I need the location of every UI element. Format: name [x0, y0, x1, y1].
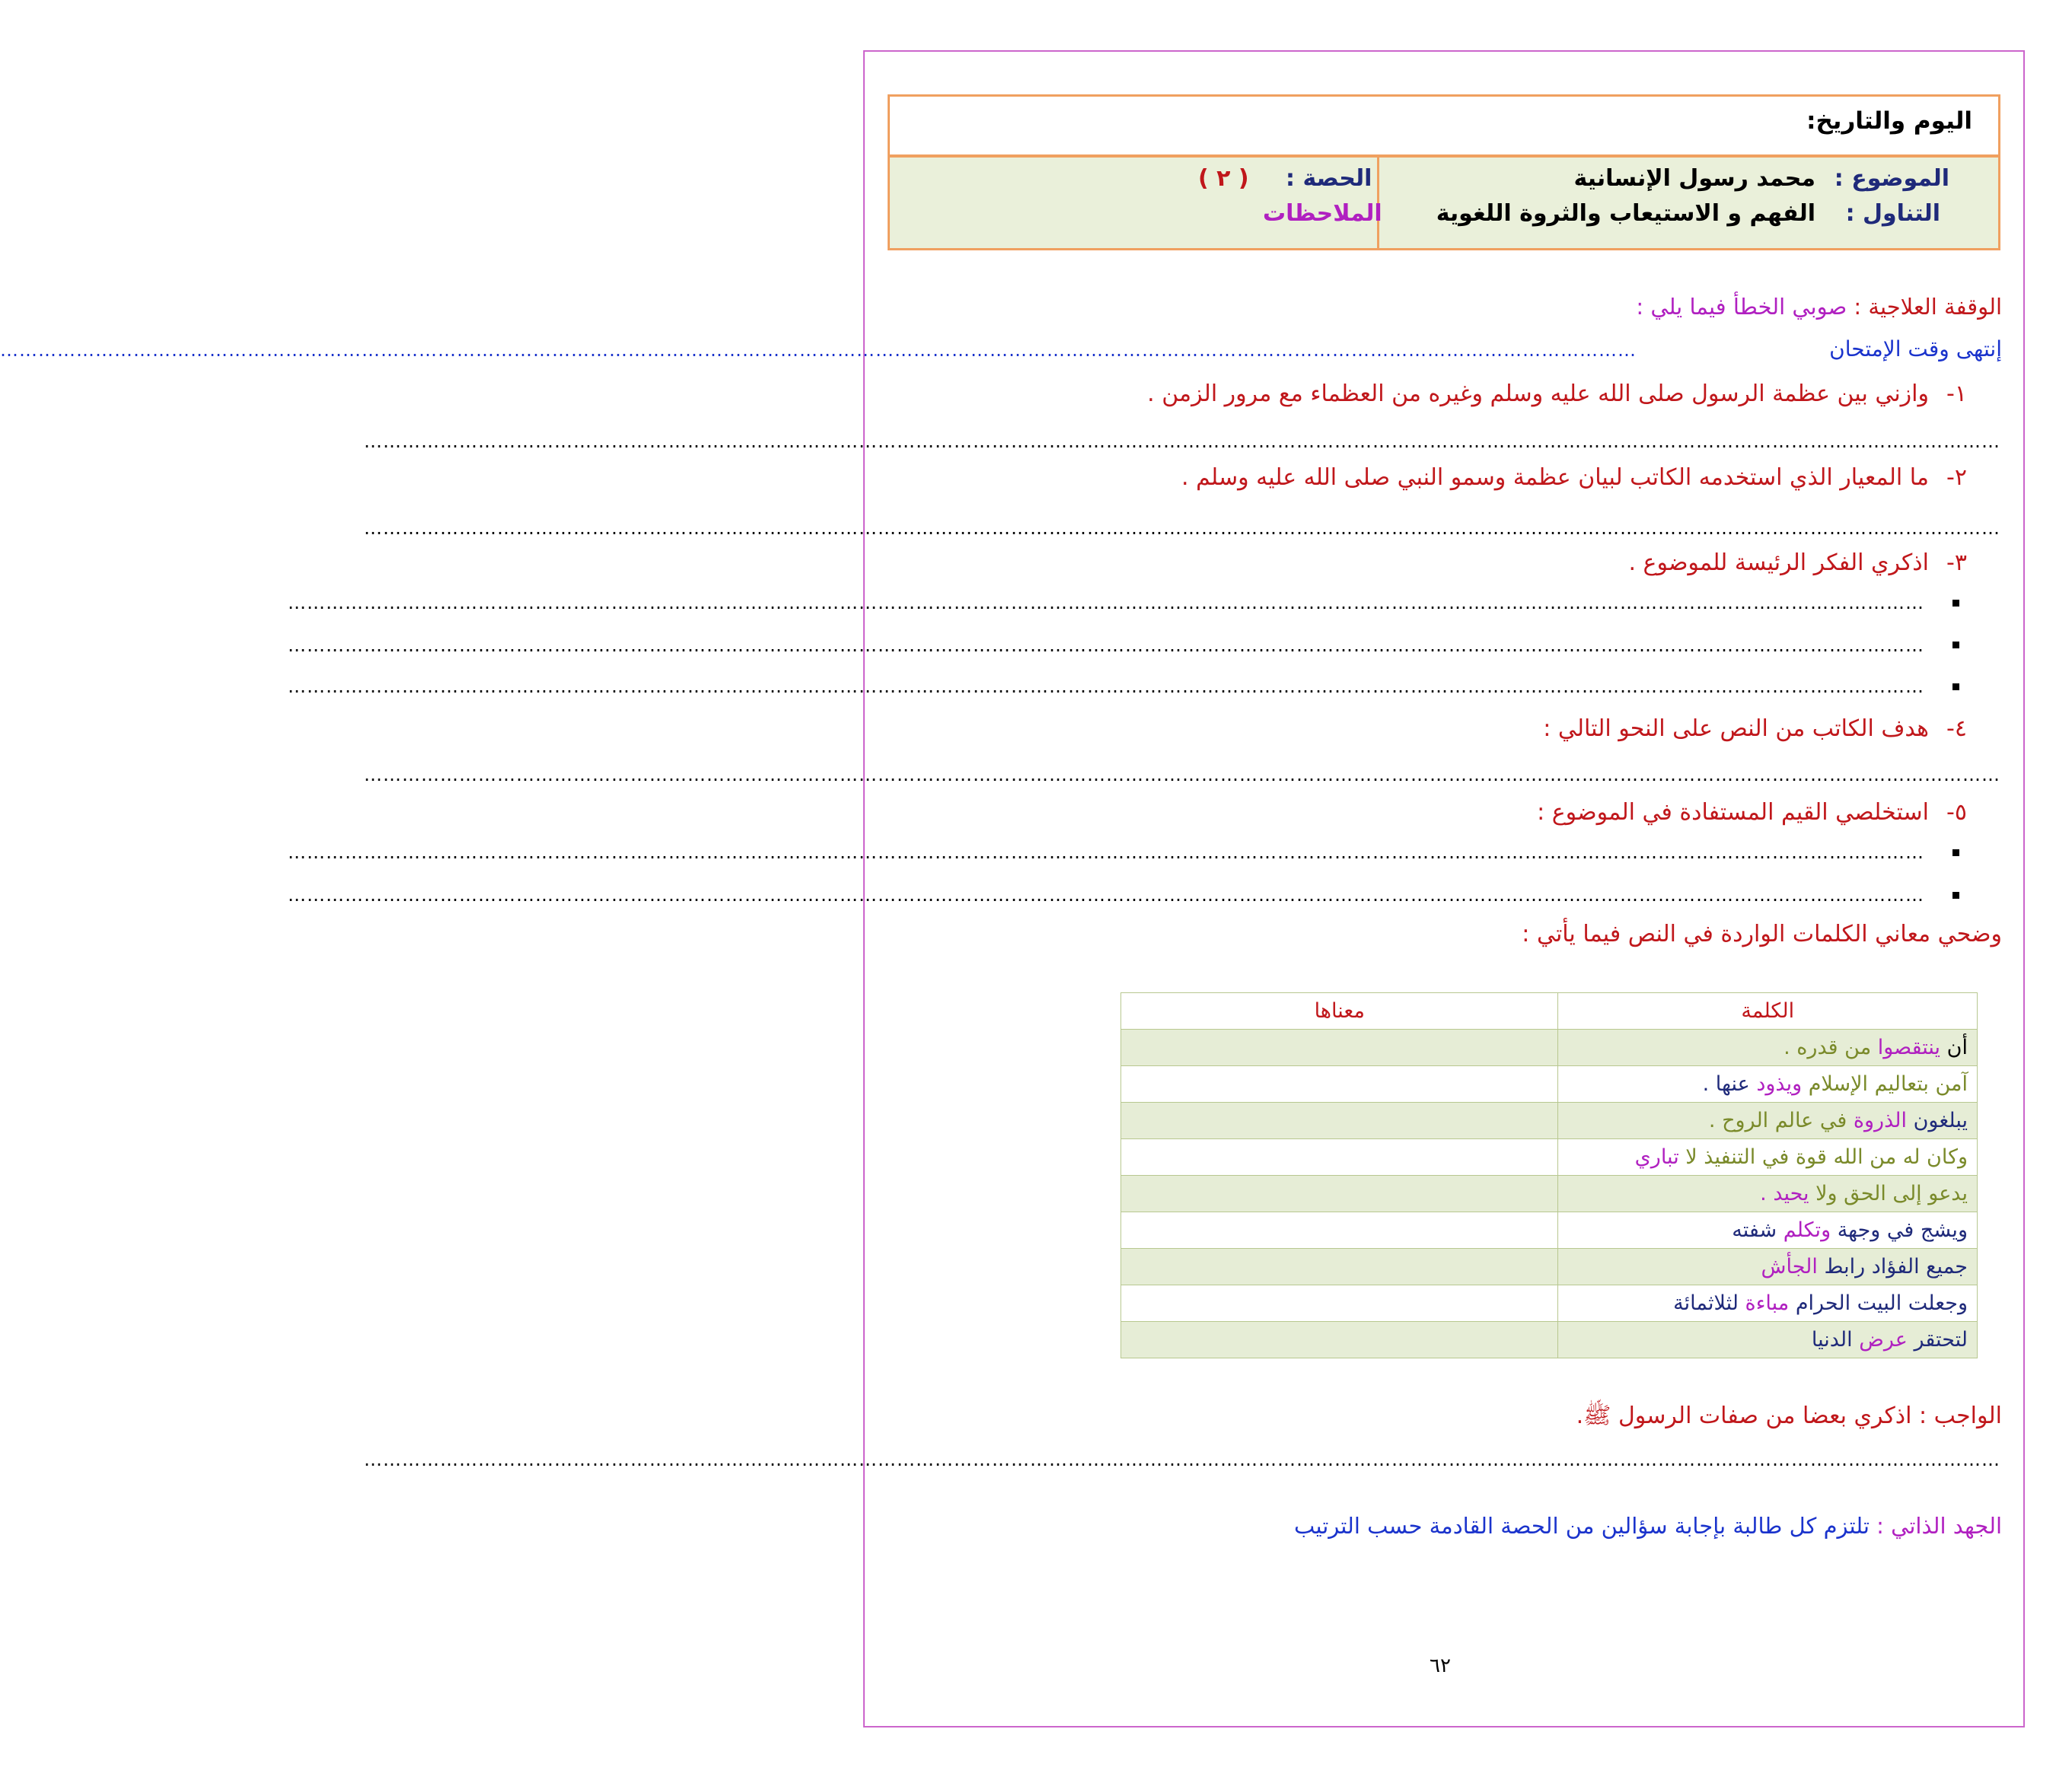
vocab-word-cell: وجعلت البيت الحرام مباءة لثلاثمائة — [1558, 1285, 1978, 1322]
vocab-word-cell: يدعو إلى الحق ولا يحيد . — [1558, 1176, 1978, 1212]
vocab-meaning-cell[interactable] — [1121, 1103, 1558, 1139]
vocab-row — [1121, 1285, 1978, 1322]
vocab-meaning-cell[interactable] — [1121, 1249, 1558, 1285]
question-3-text: اذكري الفكر الرئيسة للموضوع . — [1628, 549, 1929, 576]
vocab-word-cell: وكان له من الله قوة في التنفيذ لا تباري — [1558, 1139, 1978, 1176]
vocab-word-cell: لتحتقر عرض الدنيا — [1558, 1322, 1978, 1358]
vocab-meaning-cell[interactable] — [1121, 1322, 1558, 1358]
remedial-label: الوقفة العلاجية : — [1854, 294, 2002, 320]
question-3-answer-dots-3: …………………………………………………………………………………………………………………………………………………………………………………………………………………………………… — [288, 676, 1924, 697]
vocab-header-meaning: معناها — [1121, 993, 1558, 1030]
coverage-label: التناول : — [1845, 200, 1940, 227]
remedial-answer-dots: …………………………………………………………………………………………………………………………………………………………………………………………………………………………………… — [0, 339, 1637, 361]
period-value: ( ٢ ) — [1198, 165, 1249, 192]
header-row-info — [890, 158, 1998, 248]
vocab-word-cell: أن ينتقصوا من قدره . — [1558, 1030, 1978, 1066]
vocab-meaning-cell[interactable] — [1121, 1176, 1558, 1212]
coverage-value: الفهم و الاستيعاب والثروة اللغوية — [1436, 200, 1815, 227]
bullet-marker — [1952, 849, 1959, 856]
period-label: الحصة : — [1286, 165, 1372, 192]
remedial-sentence: إنتهى وقت الإمتحان — [1829, 336, 2002, 361]
homework-label: الواجب : — [1919, 1403, 2002, 1429]
question-3-number: ٣- — [1946, 549, 1967, 576]
vocab-row — [1121, 1103, 1978, 1139]
vocab-row — [1121, 1030, 1978, 1066]
question-5-number: ٥- — [1946, 799, 1967, 826]
vocab-word-cell: آمن بتعاليم الإسلام ويذود عنها . — [1558, 1066, 1978, 1103]
question-2-answer-dots: …………………………………………………………………………………………………………………………………………………………………………………………………………………………………… — [364, 517, 2000, 539]
subject-label: الموضوع : — [1834, 165, 1949, 192]
bullet-marker — [1952, 683, 1959, 690]
question-4-number: ٤- — [1946, 715, 1967, 742]
vocab-header-row — [1121, 993, 1978, 1030]
vocab-row — [1121, 1249, 1978, 1285]
homework-line — [1576, 1402, 2002, 1435]
question-1-text: وازني بين عظمة الرسول صلى الله عليه وسلم وغيره من العظماء مع مرور الزمن . — [1147, 381, 1929, 407]
vocab-meaning-cell[interactable] — [1121, 1030, 1558, 1066]
question-3-answer-dots-2: …………………………………………………………………………………………………………………………………………………………………………………………………………………………………… — [288, 635, 1924, 656]
vocab-row — [1121, 1176, 1978, 1212]
vocab-row — [1121, 1066, 1978, 1103]
bullet-marker — [1952, 642, 1959, 648]
self-effort-text: تلتزم كل طالبة بإجابة سؤالين من الحصة القادمة حسب الترتيب — [1293, 1513, 1870, 1539]
notes-label: الملاحظات — [1263, 200, 1382, 227]
homework-text: اذكري بعضا من صفات الرسول ﷺ. — [1576, 1403, 1912, 1429]
remedial-instruction: صوبي الخطأ فيما يلي : — [1636, 294, 1847, 320]
vocab-instruction: وضحي معاني الكلمات الواردة في النص فيما يأتي : — [1522, 921, 2002, 947]
question-1-answer-dots: …………………………………………………………………………………………………………………………………………………………………………………………………………………………………… — [364, 431, 2000, 452]
question-4-text: هدف الكاتب من النص على النحو التالي : — [1543, 715, 1929, 742]
vocab-meaning-cell[interactable] — [1121, 1139, 1558, 1176]
question-5-answer-dots-2: …………………………………………………………………………………………………………………………………………………………………………………………………………………………………… — [288, 884, 1924, 906]
self-effort-line — [1294, 1513, 2002, 1539]
homework-answer-dots: …………………………………………………………………………………………………………………………………………………………………………………………………………………………………… — [364, 1449, 2000, 1470]
question-1-number: ١- — [1946, 381, 1967, 407]
vocab-row — [1121, 1139, 1978, 1176]
vocab-header-word: الكلمة — [1558, 993, 1978, 1030]
vocab-meaning-cell[interactable] — [1121, 1285, 1558, 1322]
vocab-word-cell: جميع الفؤاد رابط الجأش — [1558, 1249, 1978, 1285]
header-row-date — [890, 97, 1998, 158]
question-2-number: ٢- — [1946, 464, 1967, 491]
lesson-header-table — [888, 94, 2000, 250]
remedial-line — [1636, 294, 2002, 320]
subject-value: محمد رسول الإنسانية — [1573, 165, 1815, 192]
day-date-label: اليوم والتاريخ: — [1806, 107, 1972, 135]
bullet-marker — [1952, 892, 1959, 899]
vocab-word-cell: يبلغون الذروة في عالم الروح . — [1558, 1103, 1978, 1139]
vocab-meaning-cell[interactable] — [1121, 1066, 1558, 1103]
vocab-row — [1121, 1212, 1978, 1249]
vocab-meaning-cell[interactable] — [1121, 1212, 1558, 1249]
self-effort-label: الجهد الذاتي : — [1876, 1513, 2002, 1539]
vocab-word-cell: ويشج في وجهة وتكلم شفته — [1558, 1212, 1978, 1249]
vocab-table — [1120, 992, 1978, 1358]
question-5-answer-dots-1: …………………………………………………………………………………………………………………………………………………………………………………………………………………………………… — [288, 842, 1924, 863]
question-2-text: ما المعيار الذي استخدمه الكاتب لبيان عظمة وسمو النبي صلى الله عليه وسلم . — [1181, 464, 1929, 491]
question-4-answer-dots: …………………………………………………………………………………………………………………………………………………………………………………………………………………………………… — [364, 764, 2000, 785]
question-5-text: استخلصي القيم المستفادة في الموضوع : — [1537, 799, 1929, 826]
page-number: ٦٢ — [1430, 1654, 1451, 1677]
vocab-row — [1121, 1322, 1978, 1358]
question-3-answer-dots-1: …………………………………………………………………………………………………………………………………………………………………………………………………………………………………… — [288, 592, 1924, 613]
bullet-marker — [1952, 600, 1959, 607]
